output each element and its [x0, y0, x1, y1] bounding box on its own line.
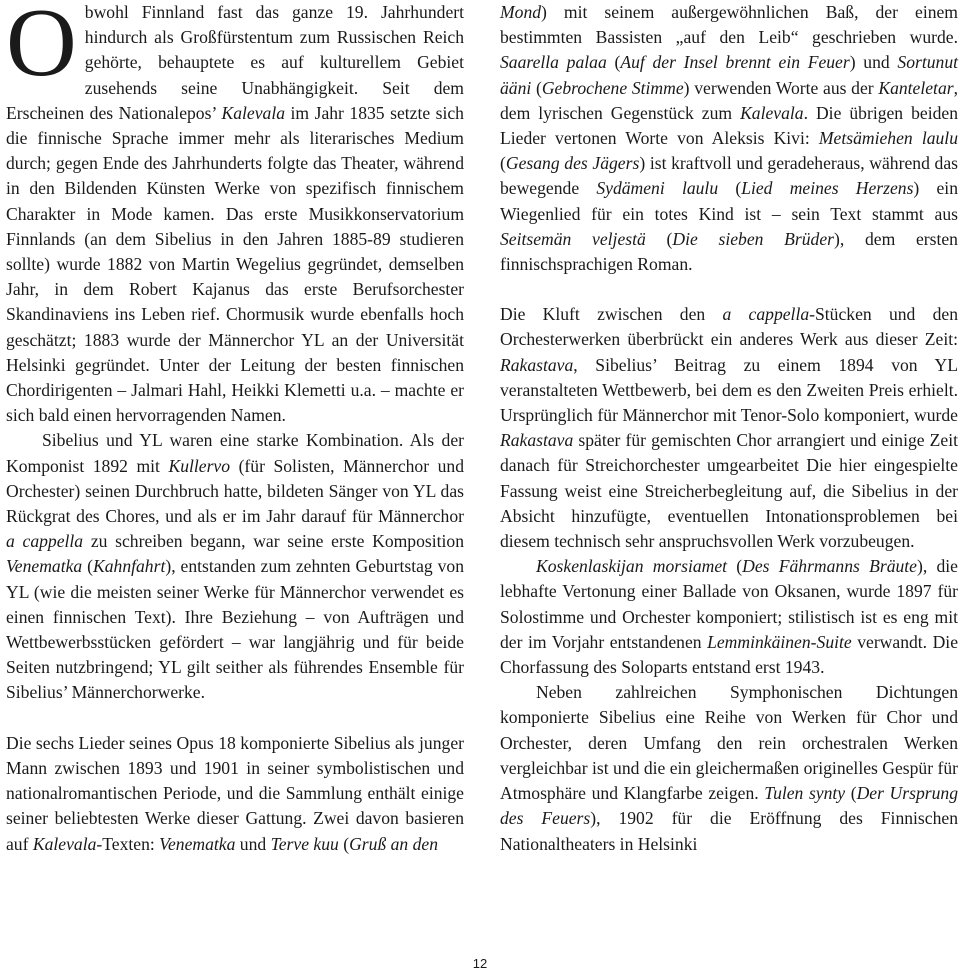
- work-title-translation: Des Fährmanns Bräute: [742, 556, 917, 577]
- paragraph-finland-culture: [6, 0, 464, 428]
- paragraph-text: (: [500, 153, 506, 174]
- paragraph-text: und: [235, 833, 271, 854]
- paragraph-text: -Texten:: [96, 833, 160, 854]
- work-title: Terve kuu: [270, 833, 339, 854]
- paragraph-text: . Die übrigen beiden Lieder vertonen Worte von Aleksis Kivi:: [500, 102, 958, 149]
- work-title: Seitsemän veljestä: [500, 228, 646, 249]
- work-title: Kullervo: [168, 455, 231, 476]
- work-title: Kalevala: [740, 102, 804, 123]
- work-title-translation: Kahnfahrt: [93, 556, 166, 577]
- work-title: Sortunut ääni: [500, 52, 958, 98]
- work-title-translation: Lied meines Herzens: [741, 178, 914, 199]
- paragraph-text: (: [645, 228, 673, 249]
- work-title-translation: Der Ursprung des Feuers: [500, 783, 958, 829]
- paragraph-text: ), 1902 für die Eröffnung des Finnischen Nationaltheaters in Helsinki: [500, 808, 958, 854]
- paragraph-rakastava: [500, 302, 958, 554]
- paragraph-text: ) verwenden Worte aus der: [683, 77, 879, 98]
- work-title: Rakastava: [500, 430, 574, 451]
- paragraph-text: im Jahr 1835 setzte sich die finnische Sprache immer mehr als literarisches Medium durch; gegen Ende des Jahrhunderts folgte das Theater, während in den Bildenden Künsten Werke von spezifisch finnischem Charakter in Mode kamen. Das erste Musikkonservatorium Finnlands (an dem Sibelius in den Jahren 1885-89 studieren sollte) wurde 1882 von Martin Wegelius gegründet, demselben Jahr, in dem Robert Kajanus das erste Berufsorchester Skandinaviens ins Leben rief. Chormusik wurde ebenfalls hoch geschätzt; 1883 wurde der Männerchor YL an der Universität Helsinki gegründet. Unter der Leitung der besten finnischen Chordirigenten – Jalmari Hahl, Heikki Klemetti u.a. – machte er sich bald einen hervorragenden Namen.: [6, 102, 464, 426]
- paragraph-choral-orchestral: [500, 680, 958, 856]
- paragraph-text: verwandt. Die Chorfassung des Soloparts entstand erst 1943.: [500, 631, 958, 678]
- work-title: Saarella palaa: [500, 52, 607, 73]
- paragraph-text: , Sibelius’ Beitrag zu einem 1894 von YL veranstalteten Wettbewerb, bei dem es den Zweiten Preis erhielt. Ursprünglich für Männerchor mit Tenor-Solo komponiert, wurde: [500, 354, 958, 426]
- work-title-translation: Gruß an den: [349, 833, 439, 854]
- paragraph-text: ), entstanden zum zehnten Geburtstag von YL (wie die meisten seiner Werke für Männerchor verwendet es einen finnischen Text). Ihre Beziehung – von Aufträgen und Wettbewerbsstücken gefördert – war langjährig und für beide Seiten nutzbringend; YL gilt seither als führendes Ensemble für Sibelius’ Männerchorwerke.: [6, 556, 464, 703]
- work-title: Metsämiehen laulu: [818, 128, 958, 149]
- paragraph-text: Sibelius und YL waren eine starke Kombination. Als der Komponist 1892 mit: [6, 430, 464, 476]
- paragraph-text: Die Kluft zwischen den: [500, 304, 723, 325]
- paragraph-text: später für gemischten Chor arrangiert und einige Zeit danach für Streichorchester umgearbeitet Die hier eingespielte Fassung weist eine Streicherbegleitung auf, die Sibelius in der Absicht hinzufügte, eventuellen Intonationsproblemen bei diesem technisch sehr anspruchsvollen Werk vorzubeugen.: [500, 430, 958, 552]
- paragraph-text: (: [718, 178, 742, 199]
- paragraph-text: bwohl Finnland fast das ganze 19. Jahrhundert hindurch als Großfürstentum zum Russischen Reich gehörte, behauptete es auf kulturellem Gebiet zusehends seine Unabhängigkeit. Seit dem Erscheinen des Nationalepos’: [6, 2, 464, 123]
- paragraph-text: (für Solisten, Männerchor und Orchester) seinen Durchbruch hatte, bildeten Sänger von YL das Rückgrat des Chores, und als er im Jahr darauf für Männerchor: [6, 455, 464, 527]
- paragraph-text: -Stücken und den Orchesterwerken überbrückt ein anderes Werk aus dieser Zeit:: [500, 304, 959, 350]
- page-number: 12: [472, 956, 488, 971]
- work-title: Kanteletar: [878, 77, 954, 98]
- work-title-translation: Gebrochene Stimme: [541, 77, 684, 98]
- paragraph-text: (: [845, 783, 857, 804]
- drop-cap: O: [6, 0, 77, 97]
- work-title-translation: Die sieben Brüder: [672, 228, 834, 249]
- work-title: Sydämeni laulu: [596, 178, 719, 199]
- paragraph-text: ) und: [849, 52, 898, 73]
- paragraph-text: Neben zahlreichen Symphonischen Dichtungen komponierte Sibelius eine Reihe von Werken für Chor und Orchester, deren Umfang den rein orchestralen Werken vergleichbar ist und die ein gleichermaßen originelles Gespür für Atmosphäre und Klangfarbe zeigen.: [500, 682, 958, 804]
- paragraph-text: (: [338, 833, 350, 854]
- paragraph-text: ), die lebhafte Vertonung einer Ballade von Oksanen, wurde 1897 für Solostimme und Orchester komponiert; stilistisch ist es eng mit der im Vorjahr entstandenen: [500, 556, 958, 652]
- work-title: Venematka: [159, 833, 236, 854]
- paragraph-text: (: [606, 52, 621, 73]
- paragraph-text: ) mit seinem außergewöhnlichen Baß, der einem bestimmten Bassisten „auf den Leib“ geschrieben wurde.: [500, 2, 958, 48]
- paragraph-sibelius-yl: [6, 428, 464, 705]
- work-title-translation: Mond: [500, 2, 542, 22]
- work-title: Kalevala: [221, 102, 286, 123]
- paragraph-text: ) ist kraftvoll und geradeheraus, während das bewegende: [500, 153, 958, 199]
- paragraph-text: (: [531, 77, 542, 98]
- paragraph-text: ) ein Wiegenlied für ein totes Kind ist – sein Text stammt aus: [500, 178, 958, 224]
- paragraph-text: zu schreiben begann, war seine erste Komposition: [83, 531, 464, 552]
- work-title: Venematka: [6, 556, 83, 577]
- work-title: Kalevala: [32, 833, 97, 854]
- right-column: [500, 0, 958, 857]
- work-title-translation: Auf der Insel brennt ein Feuer: [620, 52, 850, 73]
- work-title: Lemminkäinen-Suite: [707, 631, 852, 652]
- paragraph-opus-18: [6, 731, 464, 857]
- paragraph-text: ), dem ersten finnischsprachigen Roman.: [500, 228, 958, 275]
- work-title: Tulen synty: [764, 783, 846, 804]
- emphasis: a cappella: [6, 531, 84, 552]
- work-title: Koskenlaskijan morsiamet: [536, 556, 728, 577]
- paragraph-text: Die sechs Lieder seines Opus 18 komponierte Sibelius als junger Mann zwischen 1893 und 1901 in seiner symbolistischen und nationalromantischen Periode, und die Sammlung enthält einige seiner beliebtesten Werke dieser Gattung. Zwei davon basieren auf: [6, 732, 464, 854]
- left-column: [6, 0, 464, 857]
- paragraph-koskenlaskijan: [500, 554, 958, 680]
- paragraph-text: , dem lyrischen Gegenstück zum: [500, 77, 958, 123]
- work-title-translation: Gesang des Jägers: [505, 153, 640, 174]
- work-title: Rakastava: [500, 354, 574, 375]
- paragraph-text: (: [82, 556, 93, 577]
- paragraph-songs: [500, 0, 958, 277]
- emphasis: a cappella: [722, 304, 810, 325]
- paragraph-text: (: [727, 556, 743, 577]
